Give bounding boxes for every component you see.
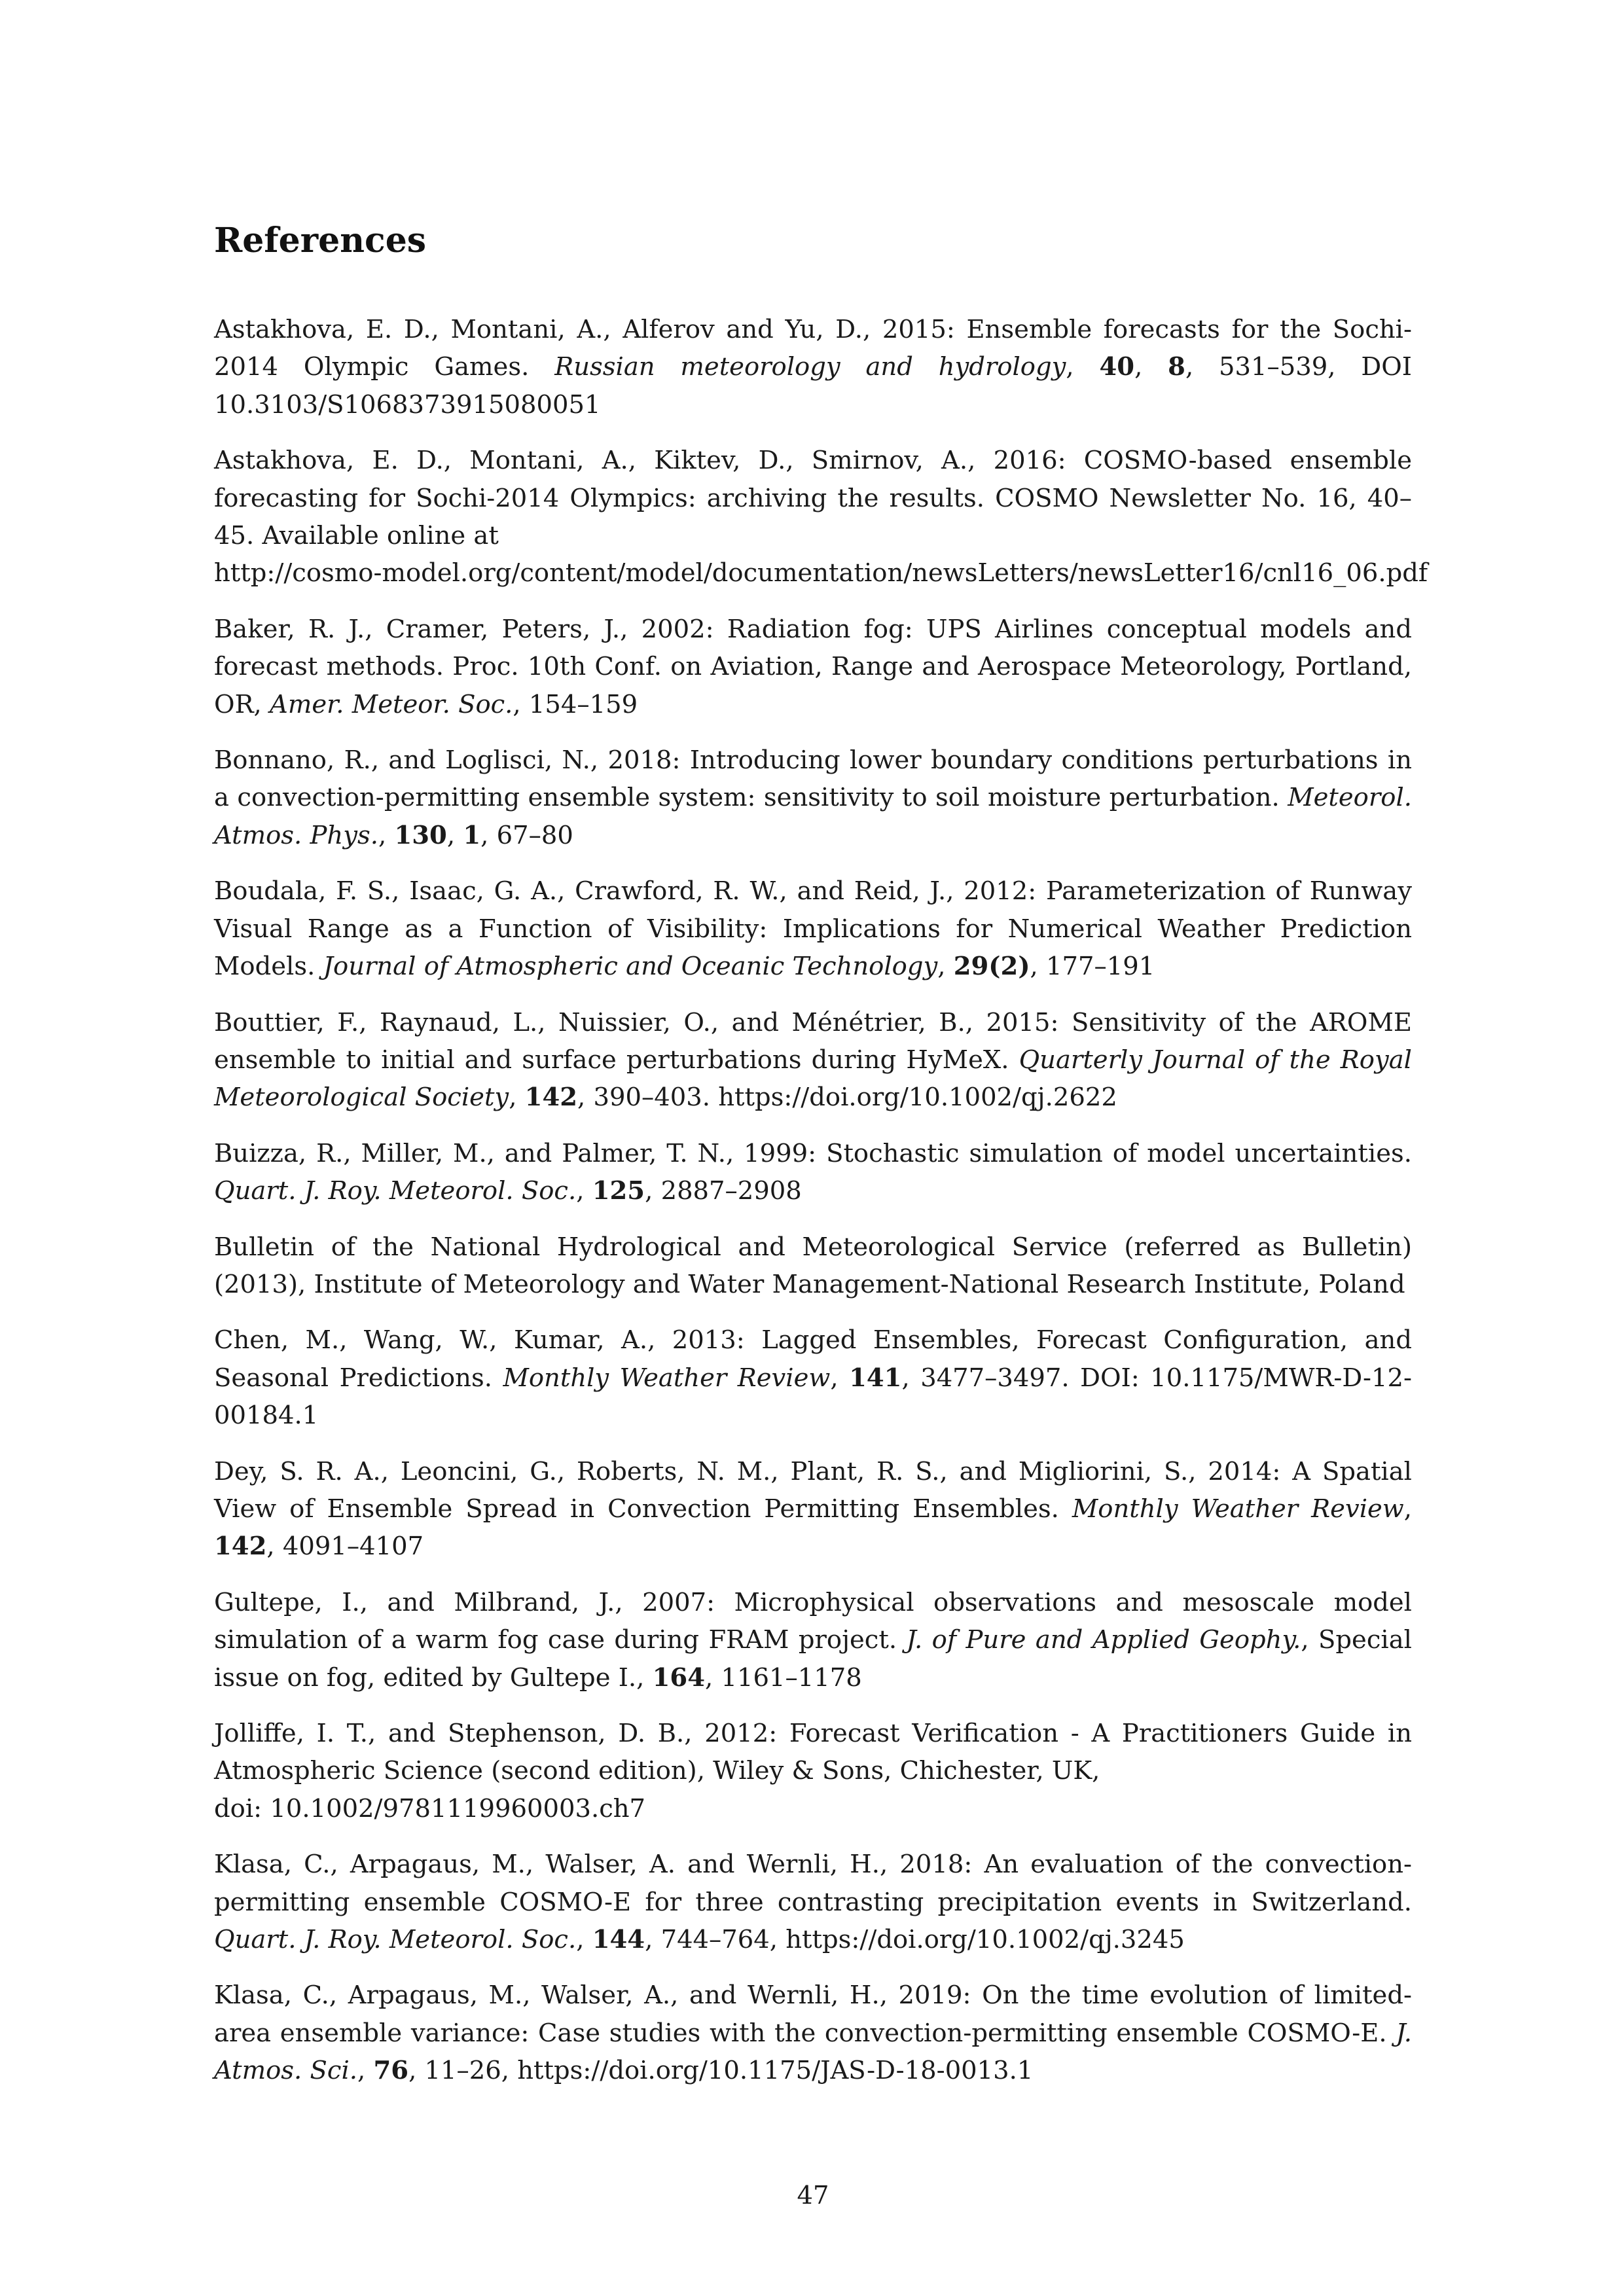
reference-text: Quart. J. Roy. Meteorol. Soc. xyxy=(214,1925,577,1955)
reference-text: Meteorol. Atmos. Phys. xyxy=(214,783,1412,850)
reference-text: doi: 10.1002/9781119960003.ch7 xyxy=(214,1793,646,1823)
reference-entry xyxy=(214,611,1412,723)
reference-text: , 2887–2908 xyxy=(645,1176,802,1206)
reference-text: Bonnano, R., and Loglisci, N., 2018: Introducing lower boundary conditions perturbations in a convection-permitting ensemble system: sensitivity to soil moisture perturbation. xyxy=(214,745,1412,813)
reference-text: Klasa, C., Arpagaus, M., Walser, A. and Wernli, H., 2018: An evaluation of the convection-permitting ensemble COSMO-E for three contrasting precipitation events in Switzerland. xyxy=(214,1850,1412,1917)
reference-text: Amer. Meteor. Soc. xyxy=(270,689,513,719)
reference-text: , 390–403. https://doi.org/10.1002/qj.2622 xyxy=(577,1083,1117,1113)
reference-text: 125 xyxy=(592,1176,645,1206)
reference-text: , xyxy=(509,1083,525,1113)
reference-text: , xyxy=(1134,352,1168,382)
reference-text: , Special issue on fog, edited by Gultepe I., xyxy=(214,1625,1412,1693)
reference-text: , 3477–3497. DOI: 10.1175/MWR-D-12-00184.1 xyxy=(214,1363,1412,1431)
reference-text: Astakhova, E. D., Montani, A., Kiktev, D., Smirnov, A., 2016: COSMO-based ensemble forecasting for Sochi-2014 Olympics: archiving the results. COSMO Newsletter No. 16, 40–45. Available online at xyxy=(214,446,1412,551)
reference-text: Quart. J. Roy. Meteorol. Soc. xyxy=(214,1176,577,1206)
reference-text: , xyxy=(1066,352,1100,382)
reference-text: 40 xyxy=(1099,352,1135,382)
reference-text: , 177–191 xyxy=(1030,952,1155,982)
page-number: 47 xyxy=(797,2181,829,2210)
reference-text: , xyxy=(1403,1494,1412,1524)
reference-text: , 67–80 xyxy=(480,820,573,850)
reference-text: Baker, R. J., Cramer, Peters, J., 2002: Radiation fog: UPS Airlines conceptual models and forecast methods. Proc. 10th Conf. on Aviation, Range and Aerospace Meteorology, Portland, OR, xyxy=(214,614,1412,719)
reference-text: , xyxy=(576,1925,592,1955)
reference-text: J. of Pure and Applied Geophy. xyxy=(906,1625,1301,1655)
reference-text: http://cosmo-model.org/content/model/documentation/newsLetters/newsLetter16/cnl16_06.pdf xyxy=(214,558,1428,588)
reference-text: 29(2) xyxy=(953,952,1030,982)
reference-text: Gultepe, I., and Milbrand, J., 2007: Microphysical observations and mesoscale model simulation of a warm fog case during FRAM project. xyxy=(214,1587,1412,1655)
reference-text: , xyxy=(357,2056,374,2086)
reference-text: Bulletin of the National Hydrological and Meteorological Service (referred as Bulletin) (2013), Institute of Meteorology and Water Management-National Research Institute, Poland xyxy=(214,1232,1412,1299)
reference-entry xyxy=(214,1004,1412,1117)
reference-text: Dey, S. R. A., Leoncini, G., Roberts, N. M., Plant, R. S., and Migliorini, S., 2014: A Spatial View of Ensemble Spread in Convection Permitting Ensembles. xyxy=(214,1456,1412,1524)
reference-text: , xyxy=(576,1176,592,1206)
reference-text: 1 xyxy=(463,820,481,850)
reference-text: 144 xyxy=(592,1925,645,1955)
page xyxy=(214,0,1428,2296)
reference-entry xyxy=(214,1229,1412,1304)
reference-text: , 531–539, DOI 10.3103/S1068373915080051 xyxy=(214,352,1412,420)
reference-text: 8 xyxy=(1168,352,1185,382)
reference-text: , xyxy=(937,952,954,982)
reference-text: Buizza, R., Miller, M., and Palmer, T. N., 1999: Stochastic simulation of model uncertainties. xyxy=(214,1138,1412,1168)
reference-entry xyxy=(214,1715,1412,1827)
reference-text: , 744–764, https://doi.org/10.1002/qj.3245 xyxy=(645,1925,1185,1955)
reference-text: , xyxy=(830,1363,850,1393)
reference-text: , 1161–1178 xyxy=(705,1662,862,1693)
reference-entry xyxy=(214,1977,1412,2089)
reference-text: Jolliffe, I. T., and Stephenson, D. B., 2012: Forecast Verification - A Practitioners Guide in Atmospheric Science (second edition), Wiley & Sons, Chichester, UK, xyxy=(214,1719,1412,1786)
reference-text: , 4091–4107 xyxy=(266,1532,424,1562)
reference-entry xyxy=(214,872,1412,985)
reference-text: 141 xyxy=(849,1363,902,1393)
reference-text: Astakhova, E. D., Montani, A., Alferov and Yu, D., 2015: Ensemble forecasts for the Sochi-2014 Olympic Games. xyxy=(214,315,1412,382)
reference-text: Monthly Weather Review xyxy=(503,1363,831,1393)
reference-text: Quarterly Journal of the Royal Meteorological Society xyxy=(214,1045,1412,1113)
reference-text: 142 xyxy=(214,1532,267,1562)
reference-text: , 154–159 xyxy=(513,689,638,719)
reference-text: Bouttier, F., Raynaud, L., Nuissier, O., and Ménétrier, B., 2015: Sensitivity of the AROME ensemble to initial and surface perturbations during HyMeX. xyxy=(214,1007,1412,1075)
reference-list xyxy=(214,311,1428,2108)
reference-text: 130 xyxy=(394,820,447,850)
reference-text: 142 xyxy=(524,1083,578,1113)
reference-text: , xyxy=(378,820,395,850)
section-heading: References xyxy=(214,221,427,260)
reference-entry xyxy=(214,1584,1412,1696)
reference-text: , 11–26, https://doi.org/10.1175/JAS-D-18-0013.1 xyxy=(408,2056,1034,2086)
reference-entry xyxy=(214,1135,1412,1210)
reference-entry xyxy=(214,1321,1412,1434)
reference-entry xyxy=(214,1846,1412,1958)
reference-entry xyxy=(214,742,1412,854)
reference-entry xyxy=(214,442,1428,592)
reference-text: Klasa, C., Arpagaus, M., Walser, A., and Wernli, H., 2019: On the time evolution of limited-area ensemble variance: Case studies with the convection-permitting ensemble COSMO-E. xyxy=(214,1981,1412,2048)
reference-text: J. Atmos. Sci. xyxy=(214,2018,1412,2086)
reference-text: Monthly Weather Review xyxy=(1072,1494,1404,1524)
reference-text: 164 xyxy=(652,1662,706,1693)
reference-text: , xyxy=(446,820,463,850)
reference-text: Journal of Atmospheric and Oceanic Technology xyxy=(323,952,938,982)
reference-entry xyxy=(214,1453,1412,1566)
reference-text: 76 xyxy=(373,2056,409,2086)
reference-text: Chen, M., Wang, W., Kumar, A., 2013: Lagged Ensembles, Forecast Configuration, and Seasonal Predictions. xyxy=(214,1325,1412,1393)
reference-text: Boudala, F. S., Isaac, G. A., Crawford, R. W., and Reid, J., 2012: Parameterization of Runway Visual Range as a Function of Visibility: Implications for Numerical Weather Prediction Models. xyxy=(214,876,1412,982)
reference-entry xyxy=(214,311,1412,423)
reference-text: Russian meteorology and hydrology xyxy=(554,352,1066,382)
